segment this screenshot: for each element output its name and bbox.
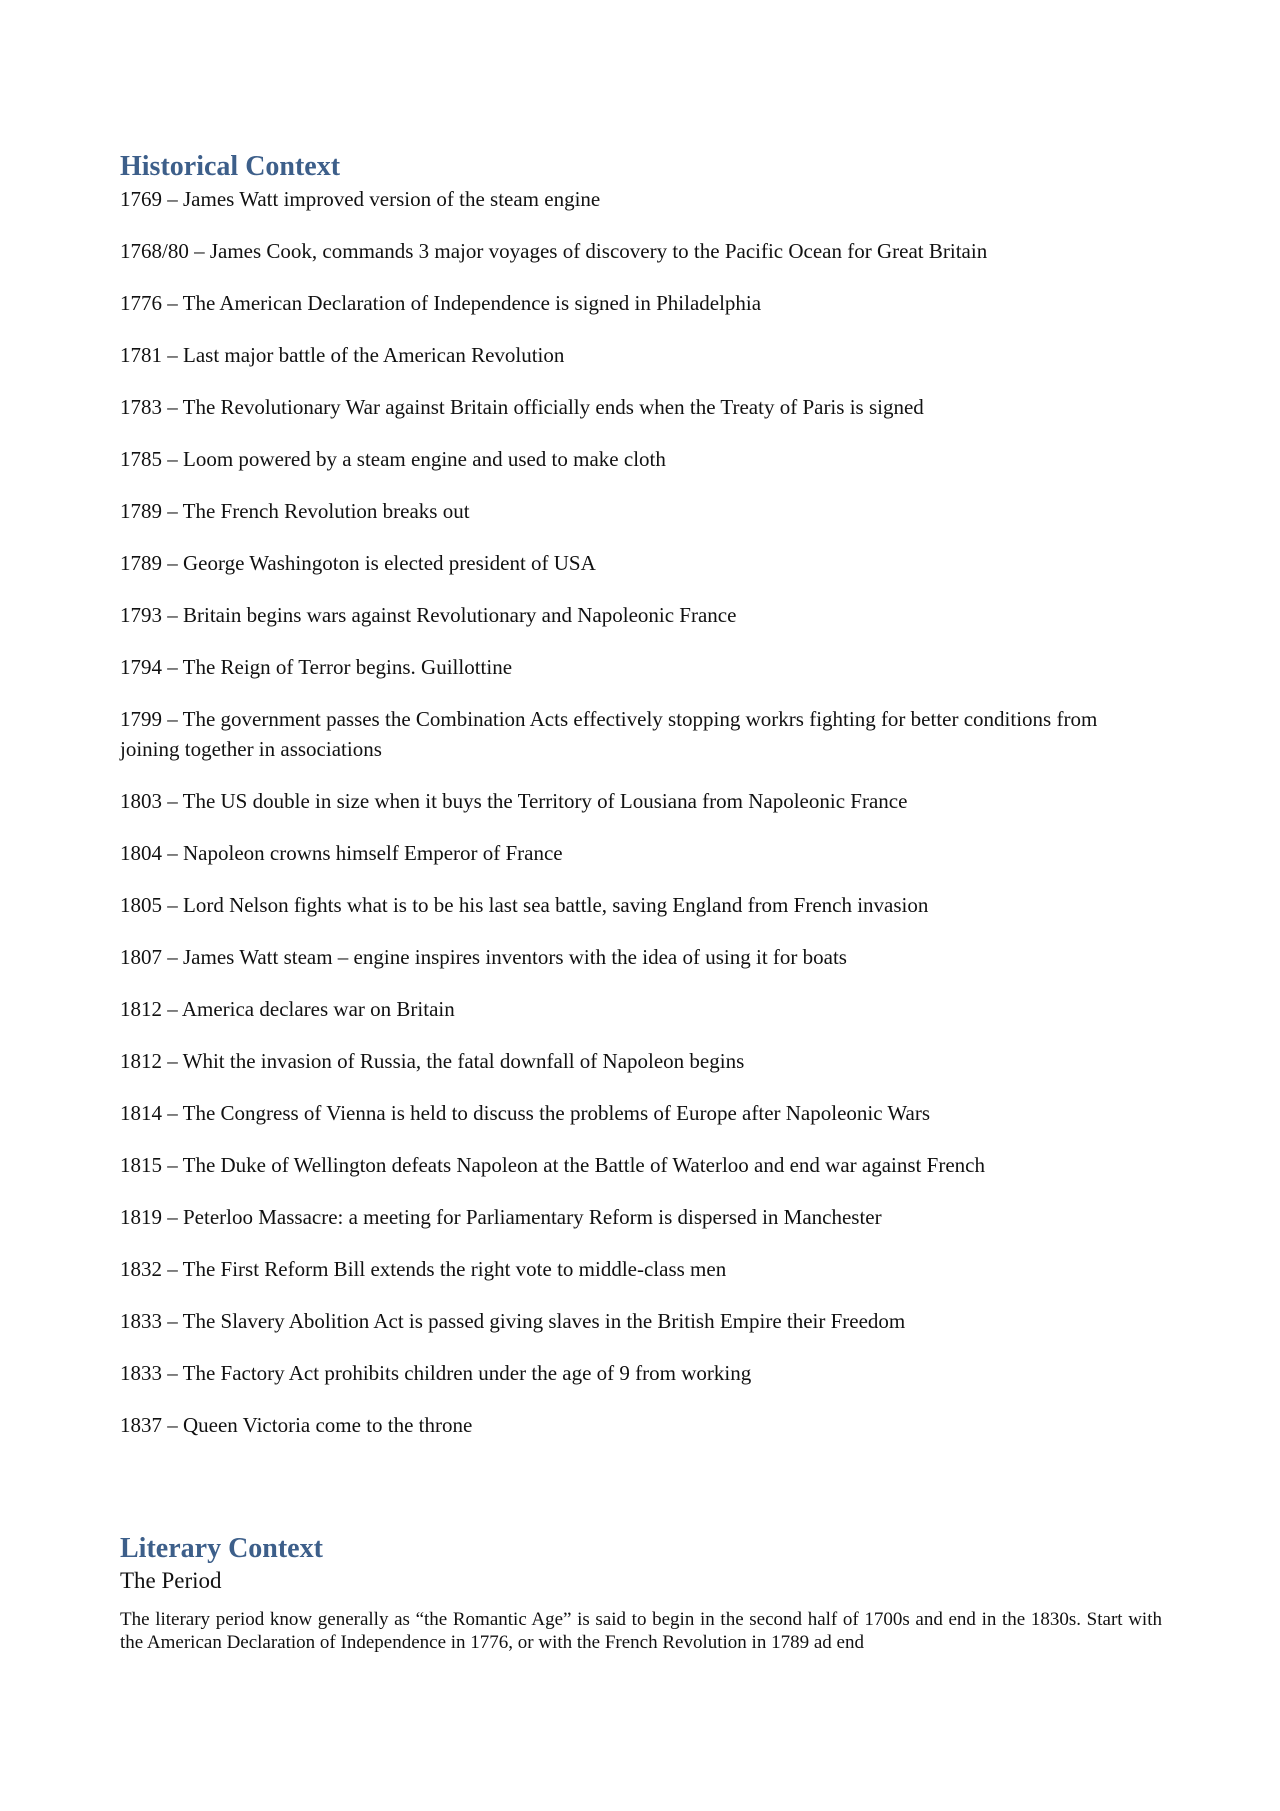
timeline-entry: 1833 – The Factory Act prohibits children under the age of 9 from working — [120, 1361, 752, 1385]
timeline-entry: 1799 – The government passes the Combination Acts effectively stopping workrs fighting for better conditions from joining together in associations — [120, 707, 1098, 761]
timeline-entry: 1804 – Napoleon crowns himself Emperor of France — [120, 841, 563, 865]
literary-paragraph: The literary period know generally as “the Romantic Age” is said to begin in the second half of 1700s and end in the 1830s. Start with the American Declaration of Independence in 1776, or with the French Revolution in 1789 ad end — [120, 1609, 1162, 1653]
timeline-entry: 1789 – George Washingoton is elected president of USA — [120, 551, 596, 575]
timeline-entry: 1794 – The Reign of Terror begins. Guillottine — [120, 655, 513, 679]
timeline-entry: 1812 – Whit the invasion of Russia, the fatal downfall of Napoleon begins — [120, 1049, 745, 1073]
timeline-entry: 1805 – Lord Nelson fights what is to be his last sea battle, saving England from French invasion — [120, 893, 929, 917]
timeline-entry: 1837 – Queen Victoria come to the throne — [120, 1413, 473, 1437]
timeline-entry: 1815 – The Duke of Wellington defeats Napoleon at the Battle of Waterloo and end war against French — [120, 1153, 985, 1177]
timeline-entry: 1803 – The US double in size when it buys the Territory of Lousiana from Napoleonic France — [120, 789, 908, 813]
timeline-entry: 1785 – Loom powered by a steam engine and used to make cloth — [120, 447, 666, 471]
timeline-entry: 1781 – Last major battle of the American Revolution — [120, 343, 565, 367]
timeline-entry: 1819 – Peterloo Massacre: a meeting for Parliamentary Reform is dispersed in Manchester — [120, 1205, 882, 1229]
the-period-subheading: The Period — [120, 1568, 222, 1593]
timeline-entry: 1776 – The American Declaration of Independence is signed in Philadelphia — [120, 291, 762, 315]
document-page — [120, 150, 1162, 1654]
timeline-entry: 1812 – America declares war on Britain — [120, 997, 455, 1021]
literary-context-heading: Literary Context — [120, 1533, 323, 1564]
timeline-entry: 1814 – The Congress of Vienna is held to discuss the problems of Europe after Napoleonic Wars — [120, 1101, 931, 1125]
timeline-entry: 1768/80 – James Cook, commands 3 major voyages of discovery to the Pacific Ocean for Great Britain — [120, 239, 988, 263]
timeline-entry: 1833 – The Slavery Abolition Act is passed giving slaves in the British Empire their Freedom — [120, 1309, 906, 1333]
timeline-entry: 1783 – The Revolutionary War against Britain officially ends when the Treaty of Paris is signed — [120, 395, 924, 419]
timeline-entry: 1789 – The French Revolution breaks out — [120, 499, 470, 523]
timeline-entry: 1793 – Britain begins wars against Revolutionary and Napoleonic France — [120, 603, 737, 627]
historical-context-heading: Historical Context — [120, 151, 341, 182]
literary-context-section — [120, 1532, 1162, 1654]
historical-timeline — [120, 184, 1162, 1440]
timeline-entry: 1832 – The First Reform Bill extends the right vote to middle-class men — [120, 1257, 727, 1281]
timeline-entry: 1807 – James Watt steam – engine inspires inventors with the idea of using it for boats — [120, 945, 847, 969]
timeline-entry: 1769 – James Watt improved version of the steam engine — [120, 187, 601, 211]
